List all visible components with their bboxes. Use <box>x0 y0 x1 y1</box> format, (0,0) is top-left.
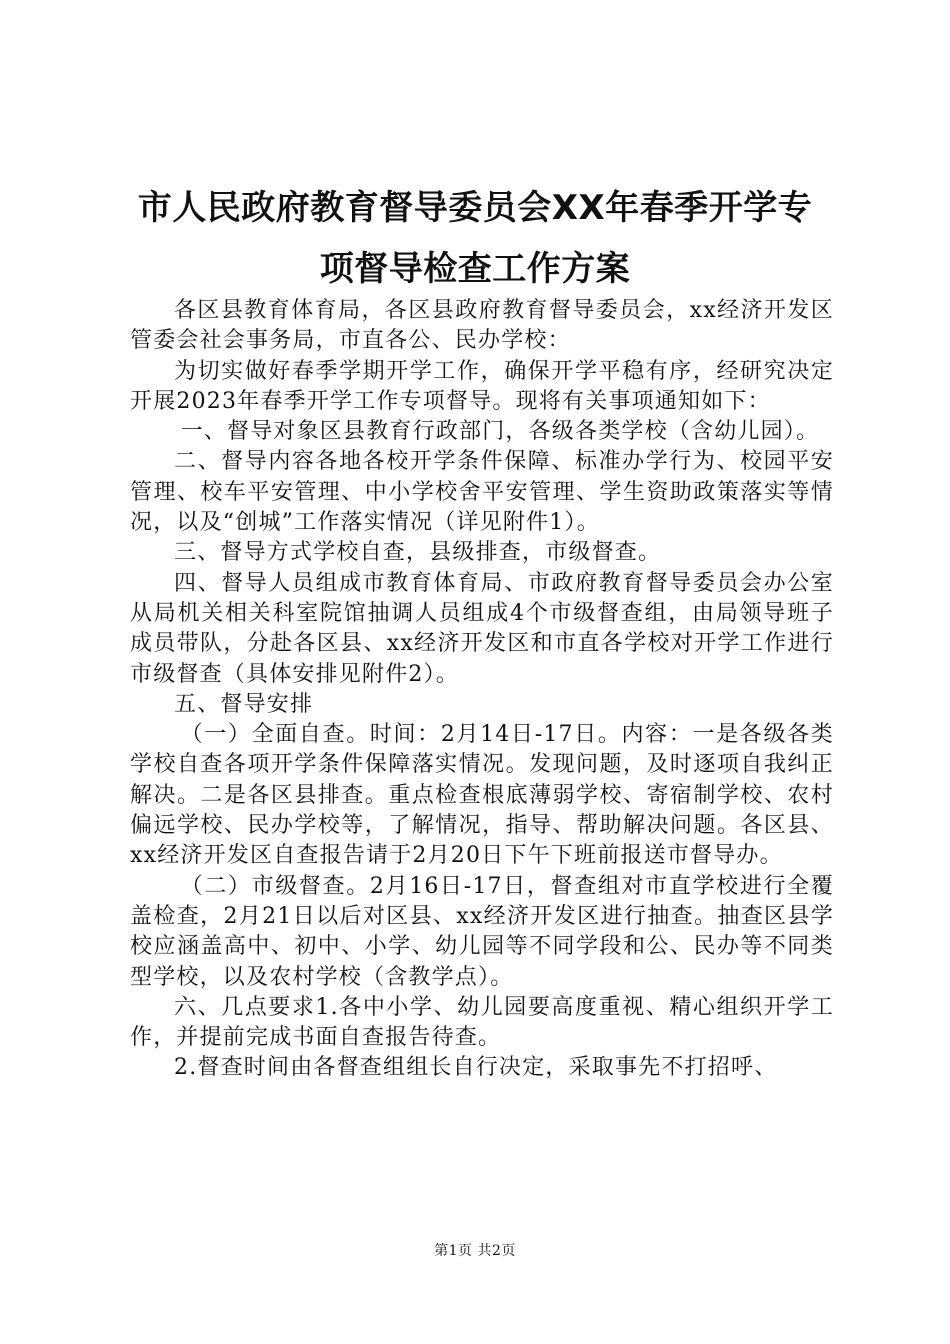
paragraph-section-1: 一、督导对象区县教育行政部门，各级各类学校（含幼儿园）。 <box>180 419 820 445</box>
paragraph-section-4: 四、督导人员组成市教育体育局、市政府教育督导委员会办公室从局机关相关科室院馆抽调人员组成4个市级督查组，由局领导班子成员带队，分赴各区县、xx经济开发区和市直各学校对开学工作进行市级督查（具体安排见附件2）。 <box>130 570 834 687</box>
title-line-2: 项督导检查工作方案 <box>319 249 631 289</box>
title-line-1: 市人民政府教育督导委员会XX年春季开学专 <box>137 188 813 228</box>
paragraph-section-2: 二、督导内容各地各校开学条件保障、标准办学行为、校园平安管理、校车平安管理、中小学校舍平安管理、学生资助政策落实等情况，以及“创城”工作落实情况（详见附件1）。 <box>130 449 834 536</box>
document-body <box>130 296 834 1084</box>
paragraph-section-5: 五、督导安排 <box>174 691 314 717</box>
paragraph-intro: 为切实做好春季学期开学工作，确保开学平稳有序，经研究决定开展2023年春季开学工作专项督导。现将有关事项通知如下： <box>130 358 834 414</box>
paragraph-requirement-2: 2.督查时间由各督查组组长自行决定，采取事先不打招呼、 <box>174 1055 778 1081</box>
paragraph-addressees: 各区县教育体育局，各区县政府教育督导委员会，xx经济开发区管委会社会事务局，市直各公、民办学校： <box>130 298 834 354</box>
paragraph-section-3: 三、督导方式学校自查，县级排查，市级督查。 <box>174 540 662 566</box>
page-footer: 第1页 共2页 <box>434 1243 516 1259</box>
paragraph-subsection-1: （一）全面自查。时间：2月14日-17日。内容：一是各级各类学校自查各项开学条件保障落实情况。发现问题，及时逐项自我纠正解决。二是各区县排查。重点检查根底薄弱学校、寄宿制学校、农村偏远学校、民办学校等，了解情况，指导、帮助解决问题。各区县、xx经济开发区自查报告请于2月20日下午下班前报送市督导办。 <box>130 722 834 869</box>
document-title <box>125 178 825 300</box>
paragraph-subsection-2: （二）市级督查。2月16日-17日，督查组对市直学校进行全覆盖检查，2月21日以后对区县、xx经济开发区进行抽查。抽查区县学校应涵盖高中、初中、小学、幼儿园等不同学段和公、民办等不同类型学校，以及农村学校（含教学点）。 <box>130 873 834 990</box>
paragraph-section-6: 六、几点要求1.各中小学、幼儿园要高度重视、精心组织开学工作，并提前完成书面自查报告待查。 <box>130 994 834 1051</box>
